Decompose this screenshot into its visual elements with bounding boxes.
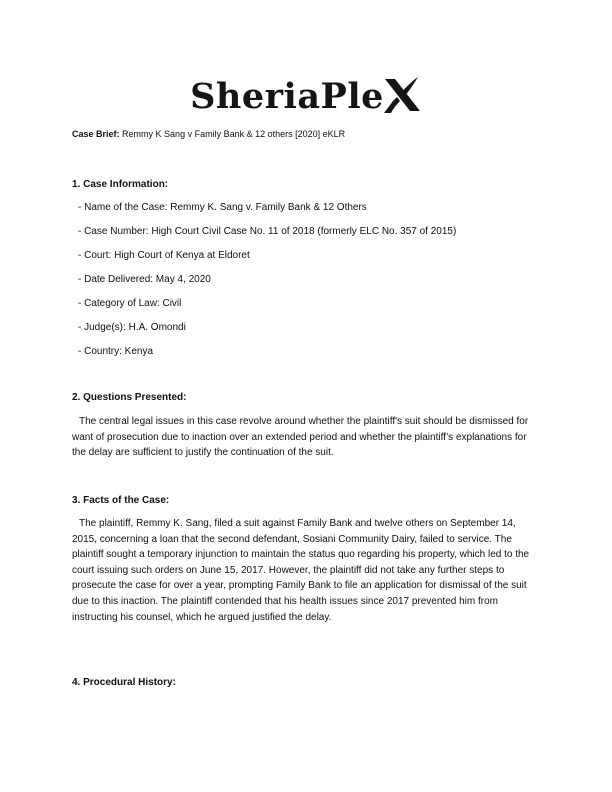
info-item-date-delivered: - Date Delivered: May 4, 2020 (78, 274, 211, 285)
case-brief-label: Case Brief: (72, 129, 120, 139)
brand-logo (0, 72, 612, 122)
info-item-case-number: - Case Number: High Court Civil Case No. 11 of 2018 (formerly ELC No. 357 of 2015) (78, 226, 457, 237)
section-heading-facts: 3. Facts of the Case: (72, 495, 170, 506)
case-brief-title: Remmy K Sang v Family Bank & 12 others [2020] eKLR (122, 129, 346, 139)
case-brief-line (72, 128, 345, 140)
section-heading-questions-presented: 2. Questions Presented: (72, 392, 187, 403)
info-item-judges: - Judge(s): H.A. Omondi (78, 322, 186, 333)
x-logo-mark-icon (382, 75, 422, 115)
info-item-case-name: - Name of the Case: Remmy K. Sang v. Family Bank & 12 Others (78, 202, 367, 213)
brand-name: SheriaPle (190, 76, 384, 117)
section-heading-procedural-history: 4. Procedural History: (72, 677, 176, 688)
info-item-country: - Country: Kenya (78, 346, 154, 357)
info-item-court: - Court: High Court of Kenya at Eldoret (78, 250, 250, 261)
facts-paragraph: The plaintiff, Remmy K. Sang, filed a suit against Family Bank and twelve others on September 14, 2015, concerning a loan that the second defendant, Sosiani Community Dairy, failed to service. The plaintiff sought a temporary injunction to maintain the status quo regarding his property, which led to the court issuing such orders on June 15, 2017. However, the plaintiff did not take any further steps to prosecute the case for over a year, prompting Family Bank to file an application for dismissal of the suit due to this inaction. The plaintiff contended that his health issues since 2017 prevented him from instructing his counsel, which he argued justified the delay. (72, 518, 530, 623)
questions-presented-paragraph: The central legal issues in this case revolve around whether the plaintiff's suit should be dismissed for want of prosecution due to inaction over an extended period and whether the plaintiff’s explanations for the delay are sufficient to justify the continuation of the suit. (72, 416, 529, 459)
info-item-category: - Category of Law: Civil (78, 298, 182, 309)
section-heading-case-information: 1. Case Information: (72, 179, 169, 190)
